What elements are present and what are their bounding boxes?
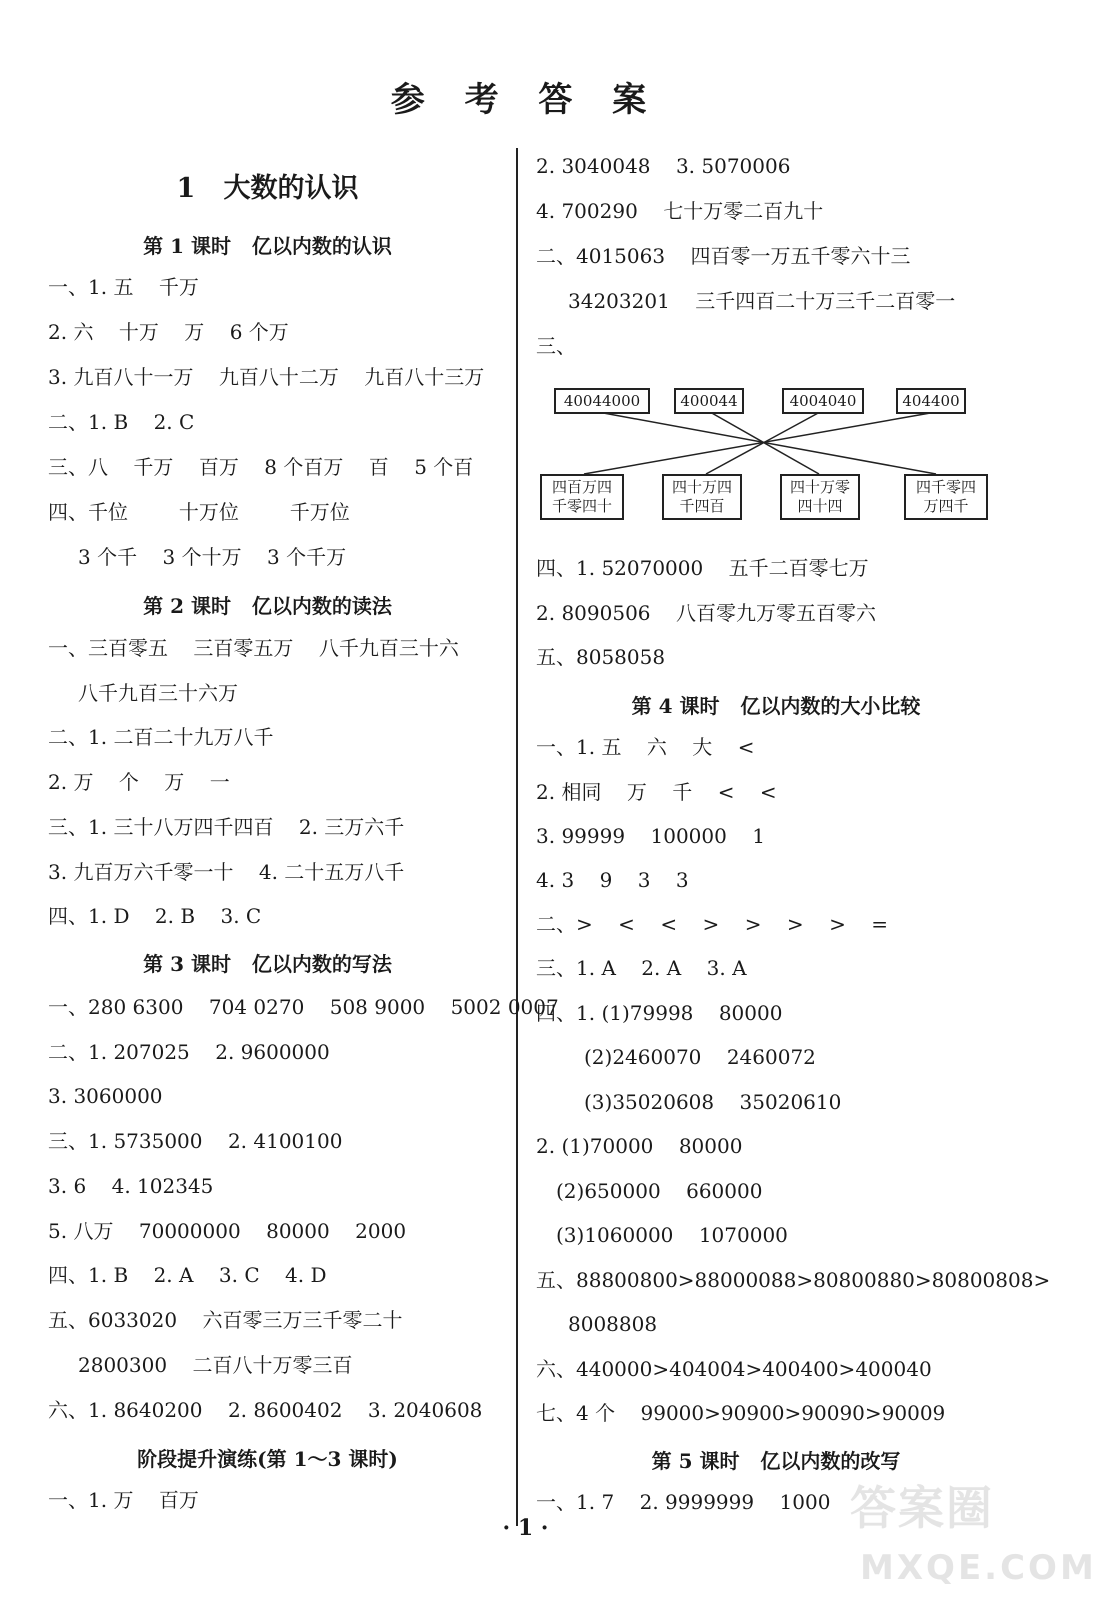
number-box: 404400: [896, 388, 966, 414]
answer-line: 二、4015063 四百零一万五千零六十三: [536, 244, 911, 268]
answer-line: (2)650000 660000: [556, 1179, 763, 1203]
answer-line: 一、1. 五 六 大 <: [536, 735, 755, 759]
number-box: 400044: [674, 388, 744, 414]
answer-line: 三、1. 5735000 2. 4100100: [48, 1129, 343, 1153]
answer-line: 3. 3060000: [48, 1084, 163, 1108]
number-box: 4004040: [782, 388, 864, 414]
answer-line: 一、1. 五 千万: [48, 275, 199, 299]
answer-line: 五、8058058: [536, 645, 666, 669]
answer-line: (2)2460070 2460072: [584, 1045, 816, 1069]
answer-line: 3. 九百八十一万 九百八十二万 九百八十三万: [48, 365, 485, 389]
answer-line: 三、1. 三十八万四千四百 2. 三万六千: [48, 815, 405, 839]
answer-line: 四、1. (1)79998 80000: [536, 1001, 783, 1025]
page-number: · 1 ·: [502, 1515, 549, 1541]
watermark-logo: [830, 1468, 1097, 1598]
lesson-2-title: 第 2 课时 亿以内数的读法: [143, 594, 392, 618]
lesson-1-title: 第 1 课时 亿以内数的认识: [143, 234, 392, 258]
reading-box: 四十万零 四十四: [780, 474, 860, 520]
reading-box: 四百万四 千零四十: [540, 474, 624, 520]
answer-line: 一、三百零五 三百零五万 八千九百三十六: [48, 636, 459, 660]
answer-line: 34203201 三千四百二十万三千二百零一: [568, 289, 956, 313]
answer-line: 2. 8090506 八百零九万零五百零六: [536, 601, 876, 625]
answer-line: 三、: [536, 334, 576, 358]
answer-line: 四、1. D 2. B 3. C: [48, 904, 262, 928]
answer-line: 三、八 千万 百万 8 个百万 百 5 个百: [48, 455, 474, 479]
answer-line: 2. (1)70000 80000: [536, 1134, 743, 1158]
answer-line: 四、千位 十万位 千万位: [48, 500, 350, 524]
answer-line: 2800300 二百八十万零三百: [78, 1353, 353, 1377]
answer-line: 2. 相同 万 千 < <: [536, 780, 777, 804]
answer-line: 一、1. 万 百万: [48, 1488, 199, 1512]
watermark-url-text: MXQE.COM: [860, 1548, 1097, 1588]
lesson-4-title: 第 4 课时 亿以内数的大小比较: [631, 694, 921, 718]
stage-practice-title: 阶段提升演练(第 1～3 课时): [137, 1447, 398, 1471]
lesson-3-title: 第 3 课时 亿以内数的写法: [143, 952, 392, 976]
reading-box: 四千零四 万四千: [904, 474, 988, 520]
answer-line: 二、1. 二百二十九万八千: [48, 725, 274, 749]
answer-line: 四、1. B 2. A 3. C 4. D: [48, 1263, 327, 1287]
column-divider: [516, 148, 518, 1526]
answer-line: 8008808: [568, 1312, 658, 1336]
lesson-5-title: 第 5 课时 亿以内数的改写: [651, 1449, 901, 1473]
answer-line: 3. 九百万六千零一十 4. 二十五万八千: [48, 860, 405, 884]
answer-line: 五、6033020 六百零三万三千零二十: [48, 1308, 403, 1332]
answer-line: 一、280 6300 704 0270 508 9000 5002 0007: [48, 995, 559, 1019]
answer-line: 4. 3 9 3 3: [536, 868, 689, 892]
answer-line: 3 个千 3 个十万 3 个千万: [78, 545, 347, 569]
answer-line: 3. 99999 100000 1: [536, 824, 765, 848]
answer-line: 六、440000>404004>400400>400040: [536, 1357, 932, 1381]
answer-line: 一、1. 7 2. 9999999 1000: [536, 1490, 831, 1514]
page-title: 参 考 答 案: [390, 80, 661, 120]
answer-line: 五、88800800>88000088>80800880>80800808>: [536, 1268, 1051, 1292]
matching-diagram: [536, 380, 1016, 530]
answer-line: 5. 八万 70000000 80000 2000: [48, 1219, 407, 1243]
reading-box: 四十万四 千四百: [662, 474, 742, 520]
watermark-logo-text: 答案圈: [850, 1481, 994, 1535]
answer-line: 2. 万 个 万 一: [48, 770, 230, 794]
answer-line: 2. 六 十万 万 6 个万: [48, 320, 289, 344]
answer-line: 八千九百三十六万: [78, 681, 238, 705]
answer-line: 四、1. 52070000 五千二百零七万: [536, 556, 869, 580]
answer-line: 二、1. B 2. C: [48, 410, 195, 434]
answer-line: 七、4 个 99000>90900>90090>90009: [536, 1401, 946, 1425]
answer-line: (3)1060000 1070000: [556, 1223, 788, 1247]
answer-line: 三、1. A 2. A 3. A: [536, 956, 747, 980]
answer-line: 二、1. 207025 2. 9600000: [48, 1040, 330, 1064]
answer-line: 4. 700290 七十万零二百九十: [536, 199, 824, 223]
answer-line: 2. 3040048 3. 5070006: [536, 154, 791, 178]
answer-line: 六、1. 8640200 2. 8600402 3. 2040608: [48, 1398, 483, 1422]
chapter-title: 1 大数的认识: [176, 173, 359, 204]
answer-line: 二、> < < > > > > =: [536, 912, 889, 936]
answer-line: 3. 6 4. 102345: [48, 1174, 214, 1198]
answer-line: (3)35020608 35020610: [584, 1090, 842, 1114]
number-box: 40044000: [554, 388, 650, 414]
